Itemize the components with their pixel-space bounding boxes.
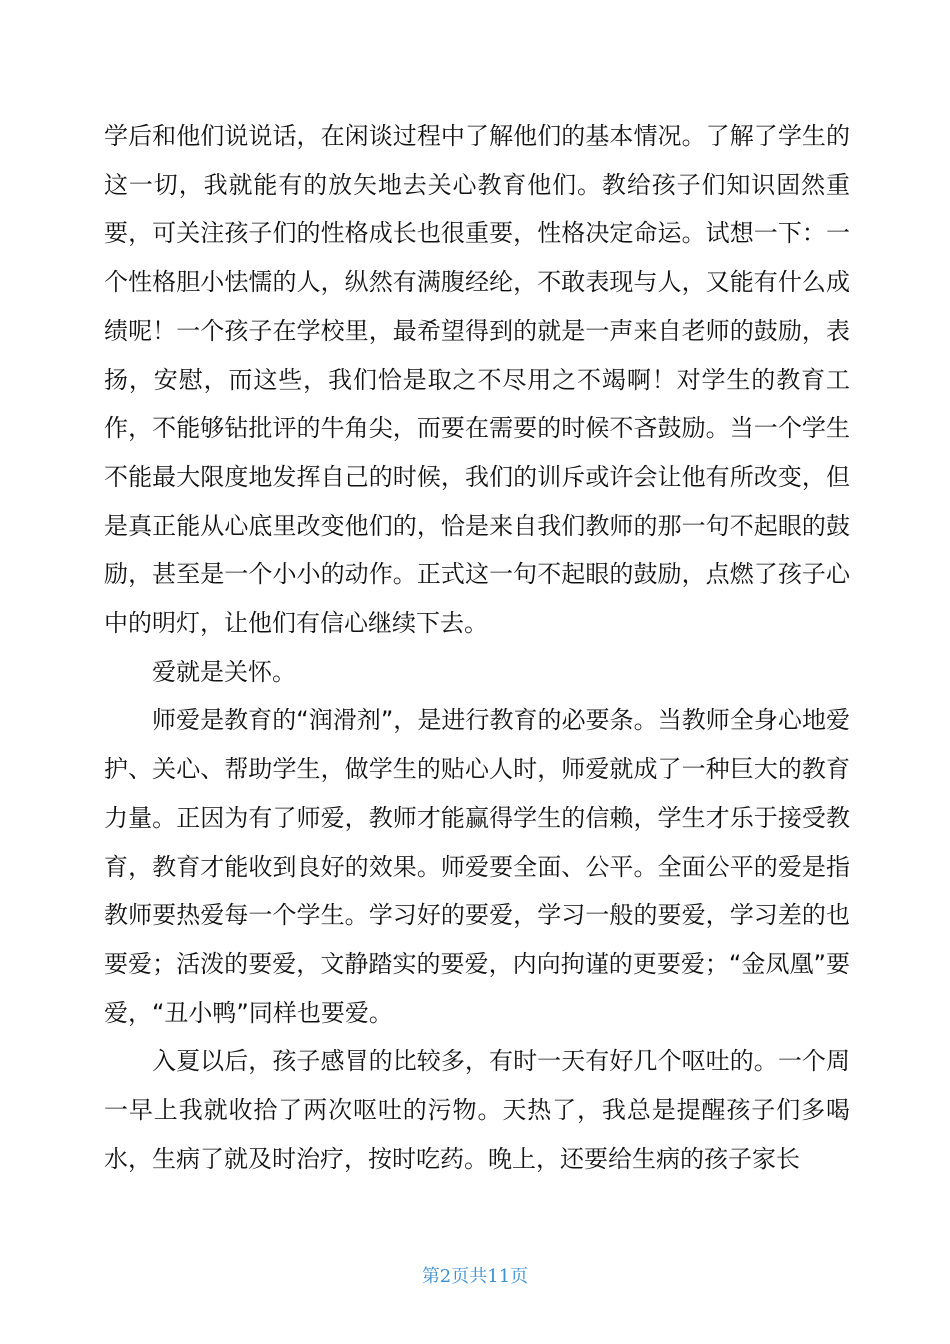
paragraph-love-is-care: 爱就是关怀。: [152, 657, 296, 686]
paragraph-continued: 学后和他们说说话，在闲谈过程中了解他们的基本情况。了解了学生的这一切，我就能有的放矢地去关心教育他们。教给孩子们知识固然重要，可关注孩子们的性格成长也很重要，性格决定命运。试想一下：一个性格胆小怯懦的人，纵然有满腹经纶，不敢表现与人，又能有什么成绩呢！一个孩子在学校里，最希望得到的就是一声来自老师的鼓励，表扬，安慰，而这些，我们恰是取之不尽用之不竭啊！对学生的教育工作，不能够钻批评的牛角尖，而要在需要的时候不吝鼓励。当一个学生不能最大限度地发挥自己的时候，我们的训斥或许会让他有所改变，但是真正能从心底里改变他们的，恰是来自我们教师的那一句不起眼的鼓励，甚至是一个小小的动作。正式这一句不起眼的鼓励，点燃了孩子心中的明灯，让他们有信心继续下去。: [104, 122, 850, 638]
document-body: [104, 112, 850, 1183]
paragraph-teacher-love: 师爱是教育的“润滑剂”，是进行教育的必要条。当教师全身心地爱护、关心、帮助学生，做学生的贴心人时，师爱就成了一种巨大的教育力量。正因为有了师爱，教师才能赢得学生的信赖，学生才乐于接受教育，教育才能收到良好的效果。师爱要全面、公平。全面公平的爱是指教师要热爱每一个学生。学习好的要爱，学习一般的要爱，学习差的也要爱；活泼的要爱，文静踏实的要爱，内向拘谨的更要爱；“金凤凰”要爱，“丑小鸭”同样也要爱。: [104, 706, 850, 1027]
page-number-footer: 第2页共11页: [421, 1266, 529, 1287]
paragraph-summer-illness: 入夏以后，孩子感冒的比较多，有时一天有好几个呕吐的。一个周一早上我就收拾了两次呕吐的污物。天热了，我总是提醒孩子们多喝水，生病了就及时治疗，按时吃药。晚上，还要给生病的孩子家长: [104, 1047, 850, 1173]
